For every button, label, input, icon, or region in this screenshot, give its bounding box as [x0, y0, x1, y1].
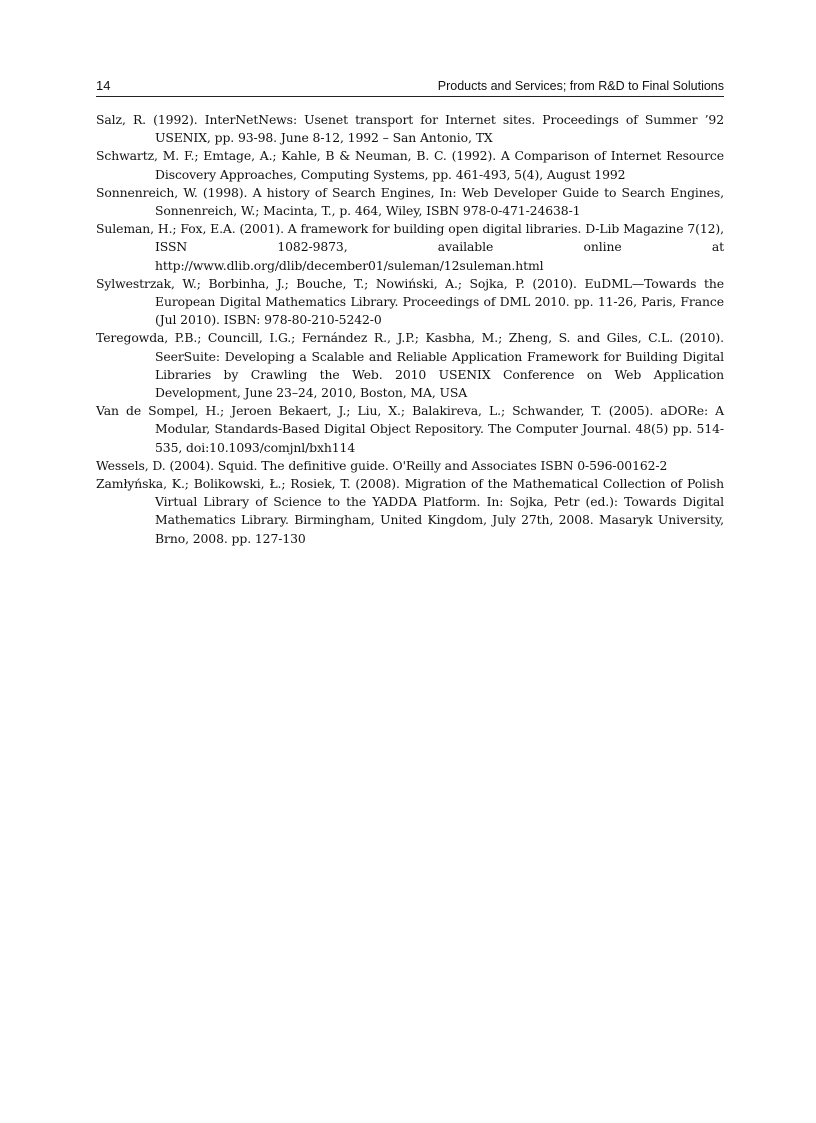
reference-entry: Sonnenreich, W. (1998). A history of Search Engines, In: Web Developer Guide to Search Engines, Sonnenreich, W.; Macinta, T., p. 464, Wiley, ISBN 978-0-471-24638-1 [96, 184, 724, 219]
reference-entry: Wessels, D. (2004). Squid. The definitive guide. O'Reilly and Associates ISBN 0-596-00162-2 [96, 457, 668, 473]
reference-entry: Teregowda, P.B.; Councill, I.G.; Fernández R., J.P.; Kasbha, M.; Zheng, S. and Giles, C.L. (2010). SeerSuite: Developing a Scalable and Reliable Application Framework for Building Digital Libraries by Crawling the Web. 2010 USENIX Conference on Web Application Development, June 23–24, 2010, Boston, MA, USA [96, 330, 724, 401]
reference-entry: Salz, R. (1992). InterNetNews: Usenet transport for Internet sites. Proceedings of Summer ’92 USENIX, pp. 93-98. June 8-12, 1992 – San Antonio, TX [96, 112, 724, 146]
reference-entry: Suleman, H.; Fox, E.A. (2001). A framework for building open digital libraries. D-Lib Magazine 7(12), ISSN 1082-9873, available online at http://www.dlib.org/dlib/december01/suleman/12suleman.html [96, 221, 724, 273]
reference-entry: Van de Sompel, H.; Jeroen Bekaert, J.; Liu, X.; Balakireva, L.; Schwander, T. (2005). aDORe: A Modular, Standards-Based Digital Object Repository. The Computer Journal. 48(5) pp. 514-535, doi:10.1093/comjnl/bxh114 [96, 403, 724, 455]
reference-entry: Sylwestrzak, W.; Borbinha, J.; Bouche, T.; Nowiński, A.; Sojka, P. (2010). EuDML—Towards the European Digital Mathematics Library. Proceedings of DML 2010. pp. 11-26, Paris, France (Jul 2010). ISBN: 978-80-210-5242-0 [96, 275, 724, 328]
page-number: 14 [96, 78, 111, 93]
running-header [96, 78, 724, 97]
page [96, 78, 724, 548]
reference-entry: Schwartz, M. F.; Emtage, A.; Kahle, B & Neuman, B. C. (1992). A Comparison of Internet Resource Discovery Approaches, Computing Systems, pp. 461-493, 5(4), August 1992 [96, 148, 724, 182]
reference-entry: Zamłyńska, K.; Bolikowski, Ł.; Rosiek, T. (2008). Migration of the Mathematical Collection of Polish Virtual Library of Science to the YADDA Platform. In: Sojka, Petr (ed.): Towards Digital Mathematics Library. Birmingham, United Kingdom, July 27th, 2008. Masaryk University, Brno, 2008. pp. 127-130 [96, 476, 724, 546]
reference-list [96, 111, 724, 548]
running-title: Products and Services; from R&D to Final Solutions [437, 79, 724, 93]
